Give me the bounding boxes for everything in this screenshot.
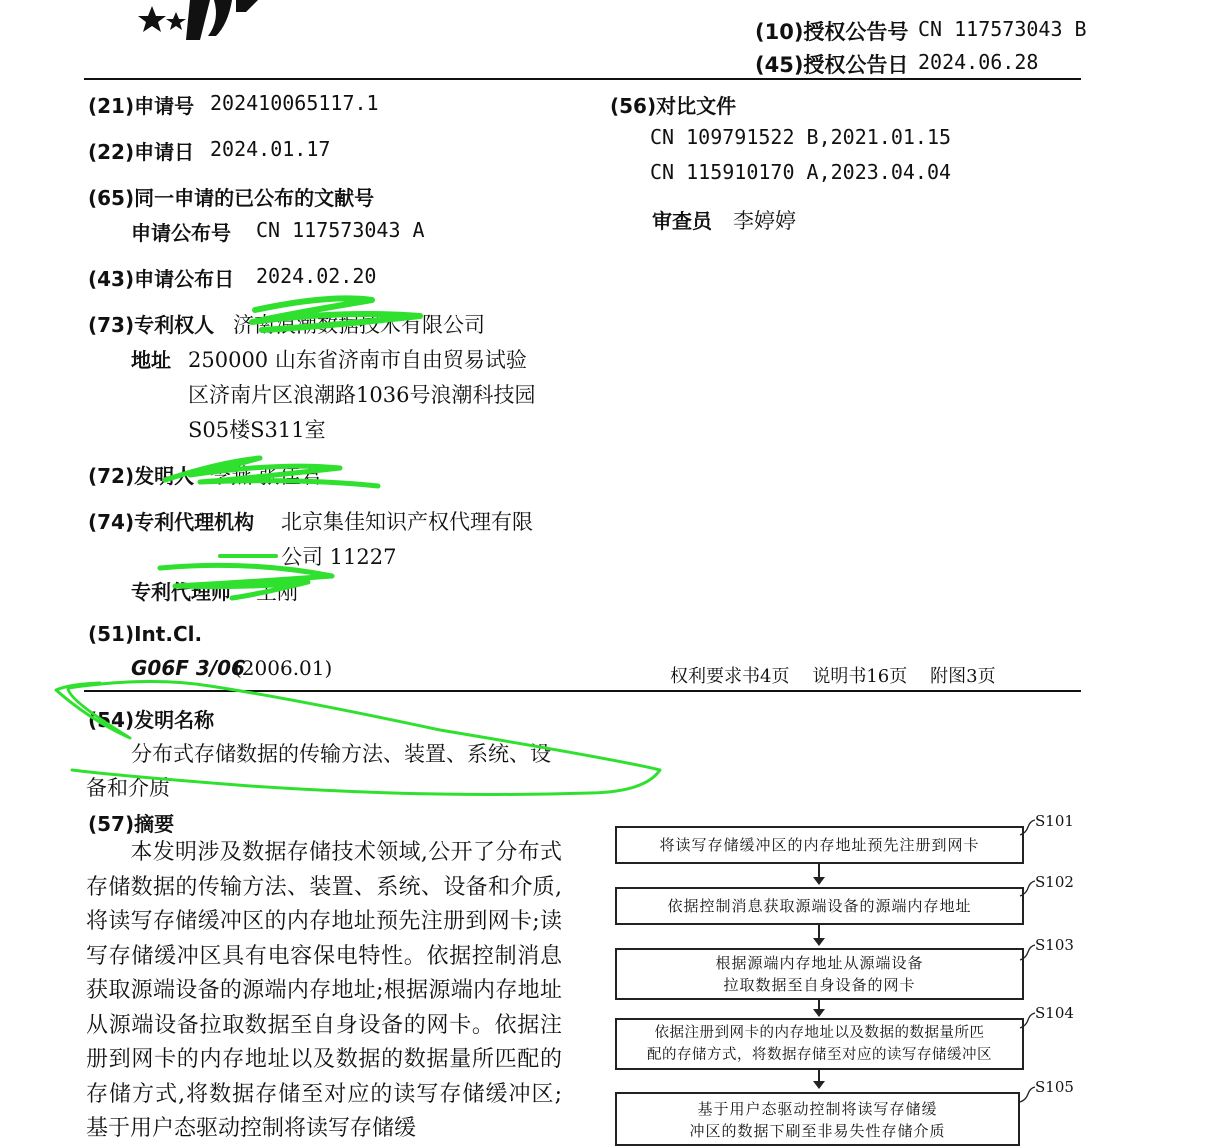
intcl-date: (2006.01) <box>234 656 333 680</box>
grant-date-label: (45)授权公告日 <box>755 53 909 77</box>
page-count: 权利要求书4页 说明书16页 附图3页 <box>670 666 996 687</box>
flow-arrowhead <box>813 877 825 885</box>
same-app-label: (65)同一申请的已公布的文献号 <box>88 186 375 210</box>
flow-step-box <box>615 887 1024 925</box>
flow-step-id: S102 <box>1035 873 1074 891</box>
flow-arrowhead <box>813 938 825 946</box>
flow-step-id: S101 <box>1035 812 1074 830</box>
grant-no: CN 117573043 B <box>918 17 1087 41</box>
section-rule <box>84 690 1081 692</box>
flow-step-text: 基于用户态驱动控制将读写存储缓 <box>697 1100 938 1118</box>
flow-step-box <box>615 1018 1024 1070</box>
address-line-3: S05楼S311室 <box>188 418 326 442</box>
address-label: 地址 <box>131 348 171 372</box>
intcl-label: (51)Int.Cl. <box>88 622 203 646</box>
flow-step-box <box>615 1092 1020 1146</box>
flow-step-text: 依据控制消息获取源端设备的源端内存地址 <box>667 897 972 915</box>
pub-date-label: (43)申请公布日 <box>88 267 235 291</box>
agency-label: (74)专利代理机构 <box>88 510 255 534</box>
app-date: 2024.01.17 <box>210 137 331 161</box>
inventor-label: (72)发明人 <box>88 464 195 488</box>
abstract-label: (57)摘要 <box>88 812 175 836</box>
pub-no-label: 申请公布号 <box>131 221 231 245</box>
patentee-label: (73)专利权人 <box>88 313 215 337</box>
title-label: (54)发明名称 <box>88 708 215 732</box>
app-no: 202410065117.1 <box>210 91 379 115</box>
cited-item: CN 109791522 B,2021.01.15 <box>650 125 952 149</box>
title-line-2: 备和介质 <box>86 776 170 800</box>
address-line-2: 区济南片区浪潮路1036号浪潮科技园 <box>188 383 536 407</box>
inventor: 李燕 张佳君 <box>210 464 322 488</box>
app-no-label: (21)申请号 <box>88 94 195 118</box>
abstract-text <box>86 836 562 1147</box>
intcl-code: G06F 3/06 <box>131 656 245 680</box>
cited-label: (56)对比文件 <box>610 94 737 118</box>
flow-step-id: S105 <box>1035 1078 1074 1096</box>
patentee: 济南浪潮数据技术有限公司 <box>233 313 485 337</box>
flow-step-id: S103 <box>1035 936 1074 954</box>
agent-label: 专利代理师 <box>131 580 231 604</box>
flow-arrow <box>818 1068 820 1082</box>
flow-step-box <box>615 948 1024 1000</box>
grant-no-label: (10)授权公告号 <box>755 20 909 44</box>
abstract-body: 本发明涉及数据存储技术领域,公开了分布式存储数据的传输方法、装置、系统、设备和介质,将读写存储缓冲区的内存地址预先注册到网卡;读写存储缓冲区具有电容保电特性。依据控制消息获取源端设备的源端内存地址;根据源端内存地址从源端设备拉取数据至自身设备的网卡。依据注册到网卡的内存地址以及数据的数据量所匹配的存储方式,将数据存储至对应的读写存储缓冲区;基于用户态驱动控制将读写存储缓 <box>86 840 562 1141</box>
flow-step-id: S104 <box>1035 1004 1074 1022</box>
pub-date: 2024.02.20 <box>256 264 377 288</box>
flow-arrow <box>818 923 820 939</box>
examiner: 李婷婷 <box>733 209 796 233</box>
agent: 王刚 <box>256 580 298 604</box>
pub-no: CN 117573043 A <box>256 218 425 242</box>
flow-step-text: 根据源端内存地址从源端设备 <box>715 954 924 972</box>
flow-arrowhead <box>813 1081 825 1089</box>
app-date-label: (22)申请日 <box>88 140 195 164</box>
flow-step-text: 依据注册到网卡的内存地址以及数据的数据量所匹 <box>654 1025 985 1041</box>
header-rule <box>84 78 1081 80</box>
flow-arrow <box>818 862 820 878</box>
agency-line-1: 北京集佳知识产权代理有限 <box>281 510 533 534</box>
flow-step-text: 将读写存储缓冲区的内存地址预先注册到网卡 <box>659 836 980 854</box>
address-line-1: 250000 山东省济南市自由贸易试验 <box>188 348 527 372</box>
agency-line-2: 公司 11227 <box>281 545 397 569</box>
flow-step-text: 配的存储方式，将数据存储至对应的读写存储缓冲区 <box>647 1047 992 1063</box>
title-line-1: 分布式存储数据的传输方法、装置、系统、设 <box>131 742 551 766</box>
examiner-label: 审查员 <box>652 209 712 233</box>
flow-step-box <box>615 826 1024 864</box>
flow-step-text: 冲区的数据下刷至非易失性存储介质 <box>689 1122 946 1140</box>
flow-step-text: 拉取数据至自身设备的网卡 <box>723 976 916 994</box>
cited-item: CN 115910170 A,2023.04.04 <box>650 160 952 184</box>
emblem-logo <box>0 0 300 50</box>
flow-arrowhead <box>813 1009 825 1017</box>
grant-date: 2024.06.28 <box>918 50 1039 74</box>
